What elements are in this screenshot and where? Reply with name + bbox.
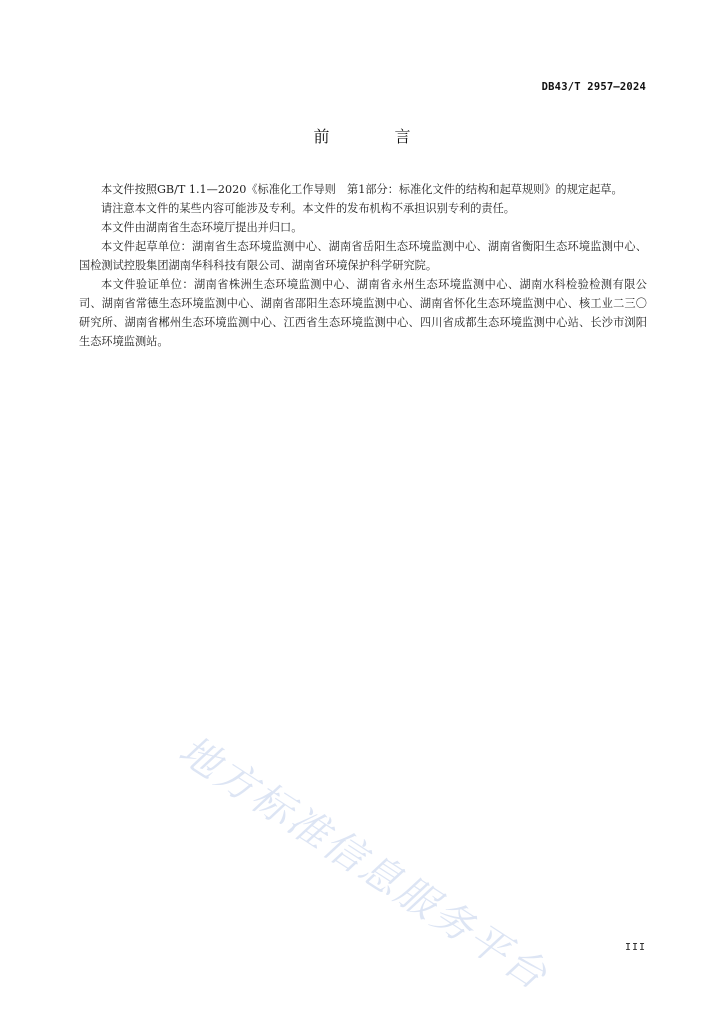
document-code: DB43/T 2957—2024 (541, 81, 646, 93)
page-title: 前 言 (313, 127, 441, 146)
page-number: III (624, 942, 646, 953)
paragraph-proposer: 本文件由湖南省生态环境厅提出并归口。 (101, 221, 303, 234)
paragraph-verification-units: 本文件验证单位：湖南省株洲生态环境监测中心、湖南省永州生态环境监测中心、湖南水科检验检测有限公司、湖南省常德生态环境监测中心、湖南省邵阳生态环境监测中心、湖南省怀化生态环境监测中心、核工业二三〇研究所、湖南省郴州生态环境监测中心、江西省生态环境监测中心、四川省成都生态环境监测中心站、长沙市浏阳生态环境监测站。 (79, 278, 647, 348)
paragraph-patent-notice: 请注意本文件的某些内容可能涉及专利。本文件的发布机构不承担识别专利的责任。 (101, 202, 515, 215)
watermark: 地方标准信息服务平台 (170, 727, 557, 1000)
foreword-body (79, 180, 647, 351)
paragraph-drafting-units: 本文件起草单位：湖南省生态环境监测中心、湖南省岳阳生态环境监测中心、湖南省衡阳生态环境监测中心、国检测试控股集团湖南华科科技有限公司、湖南省环境保护科学研究院。 (79, 240, 647, 272)
paragraph-drafting-basis: 本文件按照GB/T 1.1—2020《标准化工作导则 第1部分：标准化文件的结构和起草规则》的规定起草。 (101, 183, 623, 196)
